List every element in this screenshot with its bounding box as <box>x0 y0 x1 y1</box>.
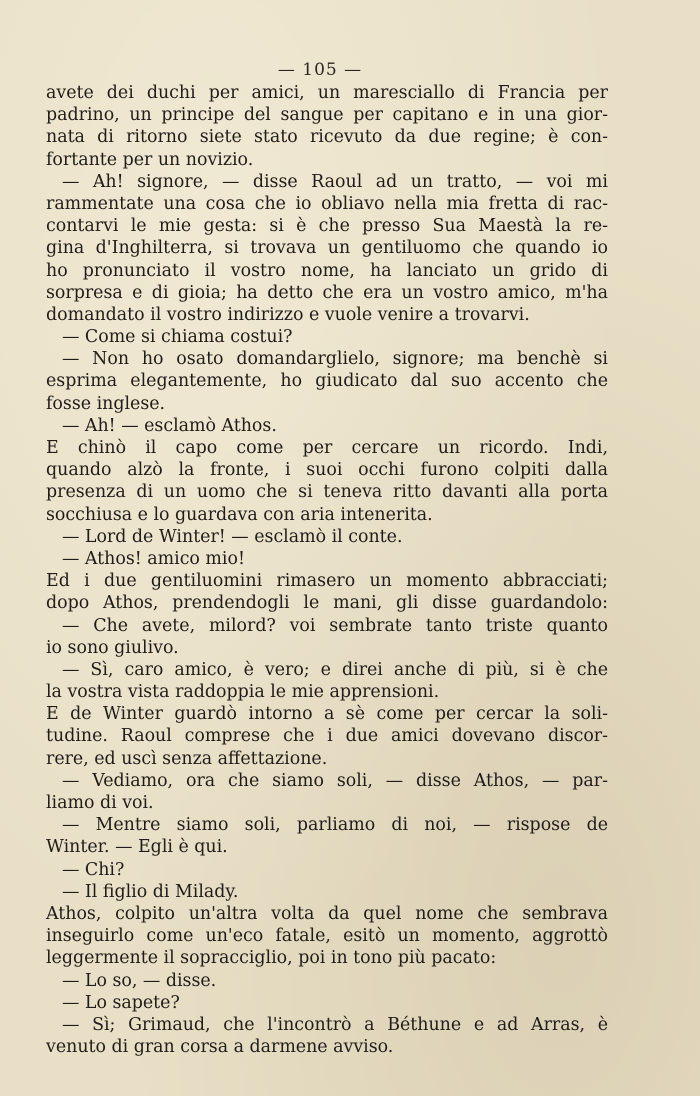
text-line: — Lo sapete? <box>62 992 180 1013</box>
text-line: gina d'Inghilterra, si trovava un gentiluomo che quando io <box>46 238 608 259</box>
text-line: leggermente il sopracciglio, poi in tono più pacato: <box>46 948 497 969</box>
text-line: nata di ritorno siete stato ricevuto da due regine; è con- <box>46 127 608 148</box>
text-line: ho pronunciato il vostro nome, ha lanciato un grido di <box>46 260 608 281</box>
page-text <box>46 82 608 1058</box>
text-line: — Che avete, milord? voi sembrate tanto triste quanto <box>62 615 608 636</box>
text-line: presenza di un uomo che si teneva ritto davanti alla porta <box>46 482 608 503</box>
text-line: — Sì, caro amico, è vero; e direi anche di più, si è che <box>62 659 608 680</box>
text-line: — Come si chiama costui? <box>62 327 293 348</box>
text-line: fosse inglese. <box>46 393 166 414</box>
text-line: Athos, colpito un'altra volta da quel nome che sembrava <box>46 903 608 924</box>
text-line: padrino, un principe del sangue per capitano e in una gior- <box>46 105 608 126</box>
text-line: contarvi le mie gesta: si è che presso Sua Maestà la re- <box>46 216 608 237</box>
text-line: avete dei duchi per amici, un maresciallo di Francia per <box>46 83 608 103</box>
text-line: — Lord de Winter! — esclamò il conte. <box>62 526 403 547</box>
text-line: la vostra vista raddoppia le mie apprensioni. <box>46 682 440 703</box>
text-line: socchiusa e lo guardava con aria intenerita. <box>46 504 433 525</box>
text-line: inseguirlo come un'eco fatale, esitò un momento, aggrottò <box>46 926 608 947</box>
text-line: — Ah! signore, — disse Raoul ad un tratto, — voi mi <box>62 171 608 192</box>
text-line: Winter. — Egli è qui. <box>46 837 228 858</box>
text-line: sorpresa e di gioia; ha detto che era un vostro amico, m'ha <box>46 282 608 303</box>
text-line: E chinò il capo come per cercare un ricordo. Indi, <box>46 438 608 458</box>
text-line: tudine. Raoul comprese che i due amici dovevano discor- <box>46 726 608 747</box>
text-line: dopo Athos, prendendogli le mani, gli disse guardandolo: <box>46 593 608 614</box>
text-line: — Ah! — esclamò Athos. <box>62 415 277 436</box>
text-line: fortante per un novizio. <box>46 149 254 170</box>
text-line: — Mentre siamo soli, parliamo di noi, — rispose de <box>62 815 608 836</box>
text-line: — Vediamo, ora che siamo soli, — disse Athos, — par- <box>62 770 608 791</box>
page-number: — 105 — <box>277 60 363 80</box>
text-line: — Non ho osato domandarglielo, signore; ma benchè si <box>62 349 608 370</box>
text-line: domandato il vostro indirizzo e vuole venire a trovarvi. <box>46 304 530 325</box>
text-line: esprima elegantemente, ho giudicato dal suo accento che <box>46 371 608 392</box>
text-line: — Sì; Grimaud, che l'incontrò a Béthune e ad Arras, è <box>62 1014 608 1035</box>
text-line: — Lo so, — disse. <box>62 970 217 991</box>
text-line: — Il figlio di Milady. <box>62 881 239 902</box>
text-line: liamo di voi. <box>46 793 154 813</box>
text-line: io sono giulivo. <box>46 637 179 658</box>
text-line: venuto di gran corsa a darmene avviso. <box>46 1037 394 1058</box>
text-line: quando alzò la fronte, i suoi occhi furono colpiti dalla <box>46 460 608 481</box>
text-line: rere, ed uscì senza affettazione. <box>46 748 328 769</box>
text-line: Ed i due gentiluomini rimasero un momento abbracciati; <box>46 571 608 592</box>
text-line: — Athos! amico mio! <box>62 548 245 569</box>
text-line: rammentate una cosa che io obliavo nella mia fretta di rac- <box>46 193 608 214</box>
text-line: E de Winter guardò intorno a sè come per cercar la soli- <box>46 704 608 725</box>
text-line: — Chi? <box>62 859 125 880</box>
